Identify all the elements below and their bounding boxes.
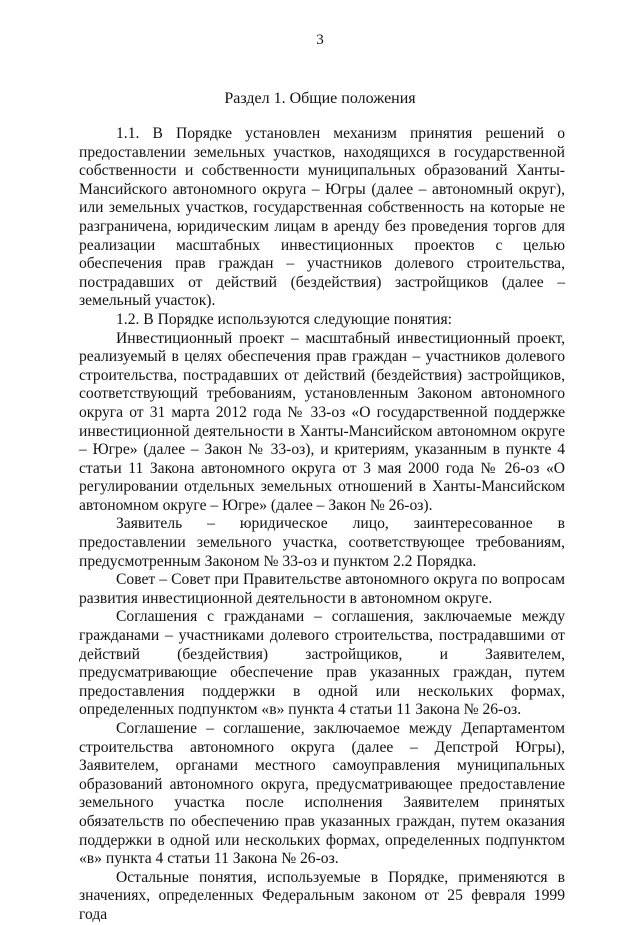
page-number: 3 [316,32,324,48]
paragraph-1-1: 1.1. В Порядке установлен механизм принятия решений о предоставлении земельных участков, находящихся в государственной собственности и собственности муниципальных образований Ханты-Мансийского автономного округа – Югры (далее – автономный округ), или земельных участков, государственная собственность на которые не разграничена, юридическим лицам в аренду без проведения торгов для реализации масштабных инвестиционных проектов с целью обеспечения прав граждан – участников долевого строительства, пострадавших от действий (бездействия) застройщиков (далее – земельный участок). [79,125,565,310]
definition-citizen-agreements: Соглашения с гражданами – соглашения, заключаемые между гражданами – участниками долевого строительства, пострадавшими от действий (бездействия) застройщиков, и Заявителем, предусматривающие обеспечение прав указанных граждан, путем предоставления поддержки в одной или нескольких формах, определенных подпунктом «в» пункта 4 статьи 11 Закона № 26-оз. [79,608,565,719]
paragraph-1-2: 1.2. В Порядке используются следующие понятия: [116,310,453,328]
definition-applicant: Заявитель – юридическое лицо, заинтересованное в предоставлении земельного участка, соответствующее требованиям, предусмотренным Законом № 33-оз и пунктом 2.2 Порядка. [79,515,565,570]
body-text [79,125,565,925]
section-title: Раздел 1. Общие положения [224,90,416,107]
definition-investment-project: Инвестиционный проект – масштабный инвестиционный проект, реализуемый в целях обеспечения прав граждан – участников долевого строительства, пострадавших от действий (бездействия) застройщиков, соответствующий требованиям, установленным Законом автономного округа от 31 марта 2012 года № 33-оз «О государственной поддержке инвестиционной деятельности в Ханты-Мансийском автономном округе – Югре» (далее – Закон № 33-оз), и критериям, указанным в пункте 4 статьи 11 Закона автономного округа от 3 мая 2000 года № 26-оз «О регулировании отдельных земельных отношений в Ханты-Мансийском автономном округе – Югре» (далее – Закон № 26-оз). [79,329,565,514]
definition-agreement: Соглашение – соглашение, заключаемое между Департаментом строительства автономного округа (далее – Депстрой Югры), Заявителем, органами местного самоуправления муниципальных образований автономного округа, предусматривающее предоставление земельного участка после исполнения Заявителем принятых обязательств по обеспечению прав указанных граждан, путем оказания поддержки в одной или нескольких формах, определенных подпунктом «в» пункта 4 статьи 11 Закона № 26-оз. [79,720,565,868]
paragraph-other-terms: Остальные понятия, используемые в Порядке, применяются в значениях, определенных Федеральным законом от 25 февраля 1999 года [79,868,565,923]
definition-council: Совет – Совет при Правительстве автономного округа по вопросам развития инвестиционной деятельности в автономном округе. [79,571,565,607]
